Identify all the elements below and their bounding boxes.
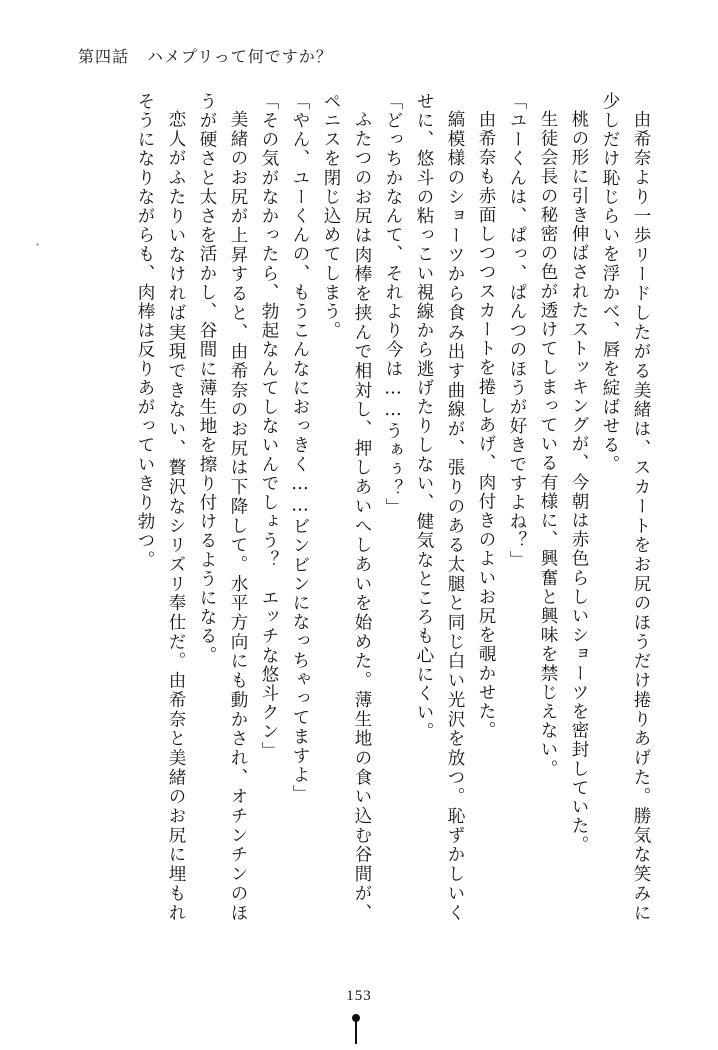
running-head bbox=[78, 44, 333, 67]
paragraph: 「その気がなかったら、勃起なんてしないんでしょう？ エッチな悠斗クン」 bbox=[259, 92, 279, 761]
paragraph: 「ユーくんは、ぱっ、ぱんつのほうが好きですよね？」 bbox=[507, 92, 527, 570]
paragraph: 桃の形に引き伸ばされたストッキングが、今朝は赤色らしいショーツを密封していた。 bbox=[569, 109, 589, 855]
page-footer-mark bbox=[355, 1014, 357, 1044]
paragraph: 「どっちかなんて、それより今は……うぁぅ？」 bbox=[383, 92, 403, 518]
paragraph: 由希奈より一歩リードしたがる美緒は、スカートをお尻のほうだけ捲りあげた。勝気な笑みに少しだけ恥じらいを浮かべ、唇を綻ばせる。 bbox=[600, 92, 651, 922]
paragraph: 生徒会長の秘密の色が透けてしまっている有様に、興奮と興味を禁じえない。 bbox=[538, 109, 558, 778]
chapter-title: ハメプリって何ですか？ bbox=[147, 49, 333, 66]
page-number: 153 bbox=[346, 988, 372, 1004]
chapter-number: 第四話 bbox=[78, 49, 130, 66]
paragraph: 縞模様のショーツから食み出す曲線が、張りのある太腿と同じ白い光沢を放つ。恥ずかしいくせに、悠斗の粘っこい視線から逃げたりしない、健気なところも心にくい。 bbox=[414, 92, 465, 922]
paragraph: 「やん、ユーくんの、もうこんなにおっきく……ビンビンになっちゃってますよ」 bbox=[290, 92, 310, 804]
paragraph: 美緒のお尻が上昇すると、由希奈のお尻は下降して。水平方向にも動かされ、オチンチンのほうが硬さと太さを活かし、谷間に薄生地を擦り付けるようになる。 bbox=[197, 92, 248, 922]
paragraph: 恋人がふたりいなければ実現できない、贅沢なシリズリ奉仕だ。由希奈と美緒のお尻に埋もれそうになりながらも、肉棒は反りあがっていきり勃つ。 bbox=[135, 92, 186, 922]
paragraph: 由希奈も赤面しつつスカートを捲しあげ、肉付きのよいお尻を覗かせた。 bbox=[476, 109, 496, 740]
paragraph: ふたつのお尻は肉棒を挟んで相対し、押しあいへしあいを始めた。薄生地の食い込む谷間が、ペニスを閉じ込めてしまう。 bbox=[321, 92, 372, 922]
body-text bbox=[96, 92, 656, 922]
scan-speck bbox=[36, 243, 39, 246]
